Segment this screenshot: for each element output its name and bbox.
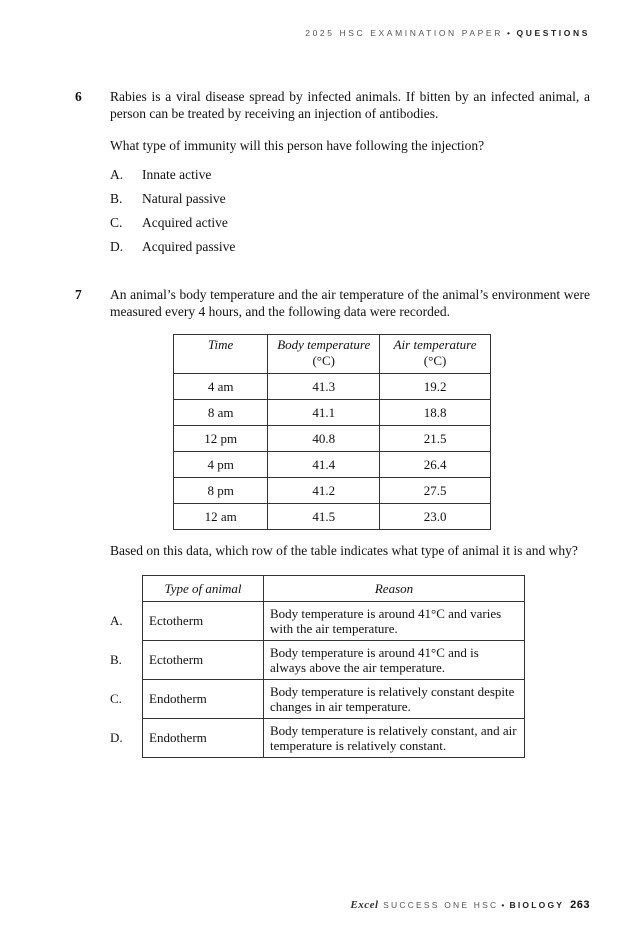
option-text: Innate active [142,167,212,182]
option-letter: B. [110,191,123,206]
cell-body-temp: 41.4 [268,452,380,478]
header-separator: • [506,28,513,38]
answer-table-wrapper [110,575,525,758]
table-row [174,400,491,426]
header-title: 2025 HSC EXAMINATION PAPER [305,28,503,38]
option-letter: C. [110,215,123,230]
option-letter: C. [110,691,122,706]
cell-air-temp: 27.5 [380,478,491,504]
cell-type: Endotherm [143,680,264,719]
cell-time: 8 pm [174,478,268,504]
header-unit: (°C) [423,353,447,368]
question-prompt: Based on this data, which row of the table indicates what type of animal it is and why? [110,543,578,558]
header-label: Time [208,337,234,352]
header-label: Air temperature [393,337,477,352]
table-row [174,374,491,400]
cell-air-temp: 19.2 [380,374,491,400]
option-letter: B. [110,652,122,667]
question-number: 7 [75,287,82,302]
answer-options-table [110,575,525,758]
running-footer [350,899,590,911]
table-header-row [174,335,491,374]
column-header-reason: Reason [264,576,525,602]
cell-body-temp: 41.1 [268,400,380,426]
question-7-prompt-block [75,542,590,559]
cell-time: 8 am [174,400,268,426]
question-number: 6 [75,89,82,104]
option-letter: A. [110,613,123,628]
cell-air-temp: 18.8 [380,400,491,426]
table-row [174,452,491,478]
column-header-time [174,335,268,374]
question-6 [75,88,590,262]
cell-reason: Body temperature is around 41°C and is always above the air temperature. [264,641,525,680]
option-text: Natural passive [142,191,226,206]
table-row [174,478,491,504]
option-b [110,190,590,214]
cell-body-temp: 41.5 [268,504,380,530]
answer-row-a [110,602,525,641]
question-prompt: What type of immunity will this person have following the injection? [110,138,485,153]
cell-type: Ectotherm [143,602,264,641]
cell-time: 12 pm [174,426,268,452]
temperature-data-table [173,334,491,530]
footer-separator: • [501,900,507,910]
running-header [305,28,590,38]
cell-type: Ectotherm [143,641,264,680]
answer-row-d [110,719,525,758]
question-stem: An animal’s body temperature and the air temperature of the animal’s environment were measured every 4 hours, and the following data were recorded. [110,287,590,319]
cell-air-temp: 21.5 [380,426,491,452]
cell-reason: Body temperature is around 41°C and varies with the air temperature. [264,602,525,641]
option-a [110,166,590,190]
brand-logo: Excel [350,899,379,911]
question-stem: Rabies is a viral disease spread by infected animals. If bitten by an infected animal, a person can be treated by receiving an injection of antibodies. [110,89,590,121]
cell-time: 4 am [174,374,268,400]
header-label: Body temperature [277,337,371,352]
option-text: Acquired active [142,215,228,230]
cell-air-temp: 26.4 [380,452,491,478]
cell-reason: Body temperature is relatively constant, and air temperature is relatively constant. [264,719,525,758]
series-name: SUCCESS ONE HSC [383,900,499,910]
answer-row-c [110,680,525,719]
table-row [174,426,491,452]
header-section: QUESTIONS [516,28,590,38]
cell-time: 12 am [174,504,268,530]
page-number: 263 [570,899,590,911]
header-unit: (°C) [312,353,335,368]
cell-reason: Body temperature is relatively constant despite changes in air temperature. [264,680,525,719]
answer-options [110,166,590,262]
column-header-air-temp [380,335,491,374]
cell-type: Endotherm [143,719,264,758]
question-7 [75,286,590,320]
subject-name: BIOLOGY [509,900,565,910]
cell-body-temp: 41.2 [268,478,380,504]
option-letter: D. [110,239,124,254]
option-c [110,214,590,238]
option-text: Acquired passive [142,239,236,254]
cell-body-temp: 40.8 [268,426,380,452]
answer-row-b [110,641,525,680]
column-header-body-temp [268,335,380,374]
cell-time: 4 pm [174,452,268,478]
table-row [174,504,491,530]
column-header-type: Type of animal [143,576,264,602]
cell-body-temp: 41.3 [268,374,380,400]
cell-air-temp: 23.0 [380,504,491,530]
blank-header [110,576,143,602]
option-letter: A. [110,167,124,182]
answer-header-row [110,576,525,602]
option-letter: D. [110,730,123,745]
option-d [110,238,590,262]
